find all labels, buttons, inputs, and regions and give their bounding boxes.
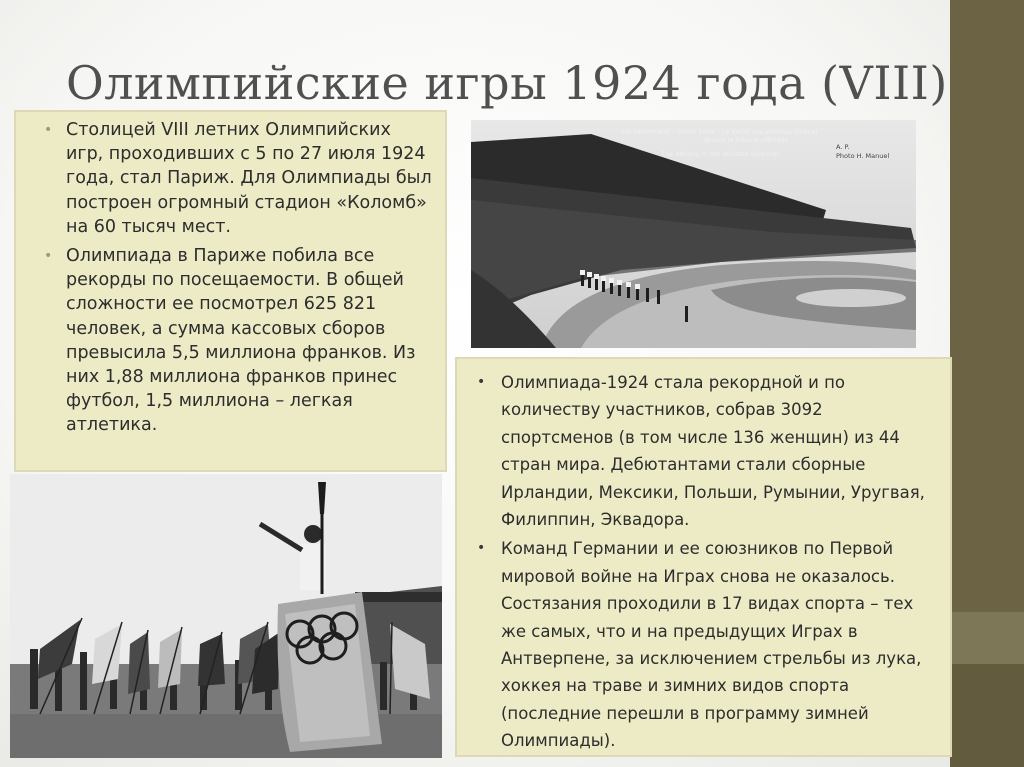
stadium-photo — [471, 120, 916, 348]
photo-caption-line-1: VIII OLYMPIADE – PARIS 1924 – Le défilé des athlètes (Grèce) — [621, 128, 818, 136]
right-bullet-list — [473, 369, 938, 755]
photo-caption-credit: Photo H. Manuel — [836, 152, 890, 160]
bullet-text: Столицей VIII летних Олимпийских игр, проходивших с 5 по 27 июля 1924 года, стал Париж. Для Олимпиады был построен огромный стадион «Коломб» на 60 тысяч мест. — [66, 120, 432, 237]
right-text-box — [455, 357, 952, 757]
slide-title: Олимпийские игры 1924 года (VIII) — [66, 56, 948, 110]
ceremony-photo — [10, 474, 442, 758]
photo-caption-mark: A. P. — [836, 143, 850, 151]
photo-caption-line-2: devant la tribune officielle — [703, 136, 789, 144]
side-accent-band — [950, 612, 1024, 664]
bullet-icon: • — [477, 374, 486, 390]
bullet-text: Олимпиада-1924 стала рекордной и по количеству участников, собрав 3092 спортсменов (в том числе 136 женщин) из 44 стран мира. Дебютантами стали сборные Ирландии, Мексики, Польши, Румынии, Уругвая, Филиппин, Эквадора. — [501, 373, 925, 530]
bullet-icon: • — [477, 540, 486, 557]
bullet-text: Команд Германии и ее союзников по Первой мировой войне на Играх снова не оказалось. Состязания проходили в 17 видах спорта – тех же самых, что и на предыдущих Играх в Антверпене, за исключением стрельбы из лука, хоккея на траве и зимних видов спорта (последние перешли в программу зимней Олимпиады). — [501, 539, 922, 751]
list-item — [38, 244, 433, 438]
side-accent-band-bottom — [950, 664, 1024, 767]
bullet-text: Олимпиада в Париже побила все рекорды по посещаемости. В общей сложности ее посмотрел 625 821 человек, а сумма кассовых сборов превысила 5,5 миллиона франков. Из них 1,88 миллиона франков принес футбол, 1,5 миллиона – легкая атлетика. — [66, 246, 416, 436]
list-item — [38, 118, 433, 239]
left-bullet-list — [38, 118, 433, 438]
bullet-icon: • — [44, 248, 53, 265]
left-text-box — [14, 110, 447, 472]
photo-caption-line-3: The defiling of the athletes (Greece) — [661, 150, 780, 158]
list-item — [473, 535, 938, 754]
list-item — [473, 369, 938, 533]
ceremony-photo-image — [10, 474, 442, 758]
bullet-icon: • — [44, 122, 53, 138]
stadium-photo-image — [471, 120, 916, 348]
